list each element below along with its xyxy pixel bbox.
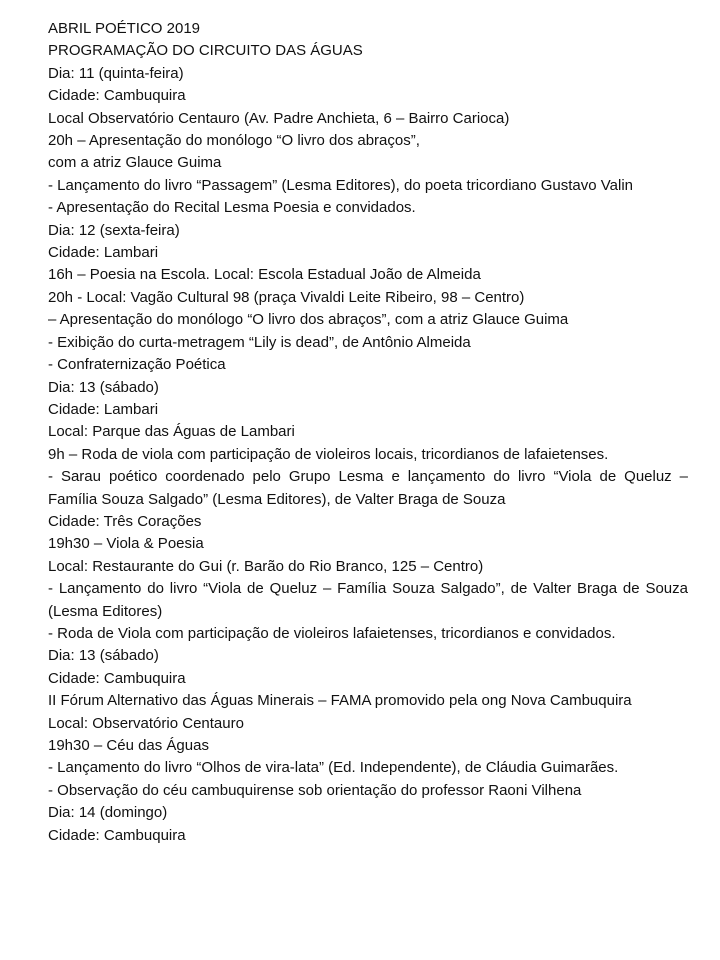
day-13b-sky-observation: - Observação do céu cambuquirense sob orientação do professor Raoni Vilhena [48, 781, 582, 799]
day-11-date: Dia: 11 (quinta-feira) [48, 64, 184, 82]
day-11-event-monologue: 20h – Apresentação do monólogo “O livro dos abraços”, [48, 132, 420, 150]
day-13b-forum: II Fórum Alternativo das Águas Minerais – FAMA promovido pela ong Nova Cambuquira [48, 692, 632, 710]
day-13b-venue: Local: Observatório Centauro [48, 714, 244, 732]
day-14-city: Cidade: Cambuquira [48, 826, 186, 844]
day-13-venue-lambari: Local: Parque das Águas de Lambari [48, 423, 295, 441]
day-13b-city: Cidade: Cambuquira [48, 669, 186, 687]
document-title: ABRIL POÉTICO 2019 [48, 20, 201, 37]
day-13-date: Dia: 13 (sábado) [48, 378, 159, 396]
day-12-venue: 20h - Local: Vagão Cultural 98 (praça Vivaldi Leite Ribeiro, 98 – Centro) [48, 288, 525, 306]
day-11-recital: - Apresentação do Recital Lesma Poesia e convidados. [48, 199, 416, 217]
day-13-viola-poesia: 19h30 – Viola & Poesia [48, 535, 204, 553]
day-12-monologue: – Apresentação do monólogo “O livro dos abraços”, com a atriz Glauce Guima [48, 311, 569, 329]
day-13-book-launch: - Lançamento do livro “Viola de Queluz – Família Souza Salgado”, de Valter Braga de Souza (Lesma Editores) [48, 580, 688, 620]
day-12-school-event: 16h – Poesia na Escola. Local: Escola Estadual João de Almeida [48, 266, 481, 284]
day-11-city: Cidade: Cambuquira [48, 87, 186, 105]
day-12-date: Dia: 12 (sexta-feira) [48, 221, 180, 239]
day-13b-date: Dia: 13 (sábado) [48, 647, 159, 665]
day-13-viola-round: - Roda de Viola com participação de violeiros lafaietenses, tricordianos e convidados. [48, 624, 616, 642]
day-12-film: - Exibição do curta-metragem “Lily is dead”, de Antônio Almeida [48, 333, 471, 351]
day-13-city-tres-coracoes: Cidade: Três Corações [48, 512, 202, 530]
day-13b-book-launch: - Lançamento do livro “Olhos de vira-lata” (Ed. Independente), de Cláudia Guimarães. [48, 759, 619, 777]
day-13-sarau: - Sarau poético coordenado pelo Grupo Lesma e lançamento do livro “Viola de Queluz – Família Souza Salgado” (Lesma Editores), de Valter Braga de Souza [48, 468, 688, 508]
day-12-city: Cidade: Lambari [48, 244, 159, 262]
day-11-venue: Local Observatório Centauro (Av. Padre Anchieta, 6 – Bairro Carioca) [48, 109, 510, 127]
day-12-gathering: - Confraternização Poética [48, 356, 226, 374]
day-11-book-launch: - Lançamento do livro “Passagem” (Lesma Editores), do poeta tricordiano Gustavo Valin [48, 176, 634, 194]
day-11-event-monologue-cast: com a atriz Glauce Guima [48, 154, 222, 172]
document-subtitle: PROGRAMAÇÃO DO CIRCUITO DAS ÁGUAS [48, 42, 363, 60]
day-13b-ceu-das-aguas: 19h30 – Céu das Águas [48, 737, 209, 754]
day-13-viola-circle: 9h – Roda de viola com participação de violeiros locais, tricordianos de lafaietenses. [48, 445, 609, 463]
day-14-date: Dia: 14 (domingo) [48, 804, 168, 822]
day-13-city-lambari: Cidade: Lambari [48, 400, 159, 418]
day-13-venue-restaurant: Local: Restaurante do Gui (r. Barão do Rio Branco, 125 – Centro) [48, 557, 484, 575]
document-page [48, 18, 688, 847]
